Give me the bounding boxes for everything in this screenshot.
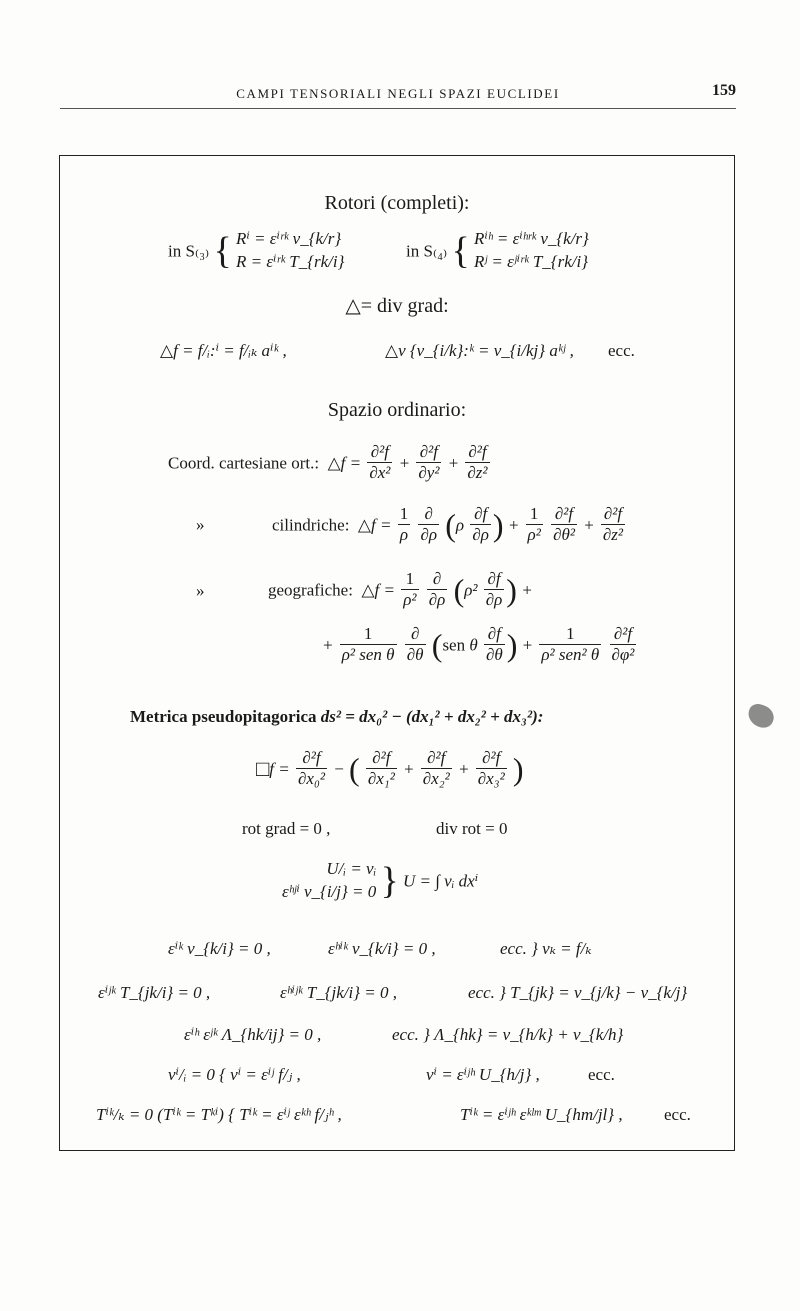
eq5-c: ecc.: [664, 1105, 691, 1124]
eq2-a: εⁱʲᵏ T_{jk/i} = 0 ,: [98, 983, 211, 1002]
eq2-b: εʰⁱʲᵏ T_{jk/i} = 0 ,: [280, 983, 398, 1002]
eq4-b: vⁱ = εⁱʲʰ U_{h/j} ,: [426, 1065, 540, 1084]
laplace-f: △f = f/ᵢ:ⁱ = f/ᵢₖ aⁱᵏ ,: [160, 341, 287, 360]
eq1-c: ecc. } vₖ = f/ₖ: [500, 939, 592, 958]
potential-line1: U/ᵢ = vᵢ: [326, 859, 377, 878]
brace-icon: {: [213, 229, 232, 272]
dalembert-formula: □f = $\frac{\text{∂²f}}{\text{∂x₀²}}$ − ( $\frac{\text{∂²f}}{\text{∂x₁²}}$ + $\frac{\text{∂²f}}{\text{∂x₂²}}$ + $\frac{\text{∂²f}}{\text{∂x₃²}}$ ): [256, 748, 524, 789]
cartesian-formula: Coord. cartesiane ort.: △f = $\frac{\text{∂²f}}{\text{∂x²}}$ + $\frac{\text{∂²f}}{\text{∂y²}}$ + $\frac{\text{∂²f}}{\text{∂z²}}$: [168, 442, 488, 483]
potential-result: U = ∫ vᵢ dxⁱ: [403, 871, 479, 891]
potential-block: [282, 858, 478, 904]
geographic-formula-1: geografiche: △f = $\frac{1}{\text{ρ²}}$ $\frac{\partial}{\partial\rho}$ (ρ² $\frac{\partial f}{\partial\rho}$ ) +: [268, 569, 533, 610]
eq2-c: ecc. } T_{jk} = v_{j/k} − v_{k/j}: [468, 983, 688, 1002]
eq4-a: vⁱ/ᵢ = 0 { vⁱ = εⁱʲ f/ⱼ ,: [168, 1065, 301, 1084]
rotori-s3-block: [168, 228, 344, 274]
rotori-s4-block: [406, 228, 589, 274]
rotori-s4-line2: Rʲ = εʲⁱʳᵏ T_{rk/i}: [473, 251, 589, 271]
spazio-title: Spazio ordinario:: [327, 399, 467, 421]
laplace-ecc: ecc.: [608, 341, 635, 360]
laplace-v: △v {v_{i/k}:ᵏ = v_{i/kj} aᵏʲ ,: [385, 341, 574, 360]
eq4-c: ecc.: [588, 1065, 615, 1084]
rotori-s3-line1: Rⁱ = εⁱʳᵏ v_{k/r}: [235, 229, 342, 248]
rotori-s4-stack: [474, 228, 589, 274]
brace-icon: {: [451, 229, 470, 272]
geo-mark: »: [196, 581, 205, 600]
rotori-s3-label: in S₍₃₎: [168, 241, 210, 261]
metric-label: Metrica pseudopitagorica: [130, 707, 317, 726]
rotori-s3-line2: R = εⁱʳᵏ T_{rk/i}: [235, 251, 345, 271]
page-number: 159: [712, 82, 736, 99]
rotori-s3-stack: [236, 228, 344, 274]
eq1-a: εⁱᵏ v_{k/i} = 0 ,: [168, 939, 271, 958]
cyl-mark: »: [196, 515, 205, 534]
geographic-formula-2: + $\frac{1}{\text{ρ² sen θ}}$ $\frac{\partial}{\partial\theta}$ (sen θ $\frac{\partial f}{\partial\theta}$ ) + $\frac{1}{\text{ρ² sen² θ}}$ $\frac{\text{∂²f}}{\text{∂φ²}}$: [322, 624, 635, 665]
div-rot: div rot = 0: [436, 819, 508, 838]
brace-close-icon: }: [380, 859, 399, 902]
metric-line: [130, 708, 543, 725]
rotori-s4-label: in S₍₄₎: [406, 241, 448, 261]
running-title: CAMPI TENSORIALI NEGLI SPAZI EUCLIDEI: [236, 86, 560, 101]
eq3-b: ecc. } Λ_{hk} = v_{h/k} + v_{k/h}: [392, 1025, 624, 1044]
cylindrical-formula: cilindriche: △f = $\frac{1}{\rho}$ $\frac{\partial}{\partial\rho}$ (ρ $\frac{\partial f}{\partial\rho}$ ) + $\frac{1}{\text{ρ²}}$ $\frac{\text{∂²f}}{\text{∂θ²}}$ + $\frac{\text{∂²f}}{\text{∂z²}}$: [272, 504, 624, 545]
geo-label: geografiche:: [268, 580, 353, 600]
metric-formula: ds² = dx₀² − (dx₁² + dx₂² + dx₃²):: [320, 707, 544, 726]
page-header: [60, 82, 736, 109]
eq3-a: εⁱʰ εʲᵏ Λ_{hk/ij} = 0 ,: [184, 1025, 322, 1044]
eq5-a: Tⁱᵏ/ₖ = 0 (Tⁱᵏ = Tᵏⁱ) { Tⁱᵏ = εⁱʲ εᵏʰ f/ⱼʰ ,: [96, 1105, 342, 1124]
cyl-label: cilindriche:: [272, 515, 350, 535]
eq5-b: Tⁱᵏ = εⁱʲʰ εᵏˡᵐ U_{hm/jl} ,: [460, 1105, 623, 1124]
potential-line2: εʰʲⁱ v_{i/j} = 0: [282, 881, 377, 901]
cartesian-label: Coord. cartesiane ort.:: [168, 453, 320, 473]
rotori-title: Rotori (completi):: [324, 192, 470, 214]
rotori-s4-line1: Rⁱʰ = εⁱʰʳᵏ v_{k/r}: [473, 229, 589, 248]
laplace-title: △= div grad:: [345, 295, 449, 317]
rot-grad: rot grad = 0 ,: [242, 819, 331, 838]
formula-box: [59, 155, 735, 1151]
ink-blot-icon: [745, 702, 777, 731]
eq1-b: εʰⁱᵏ v_{k/i} = 0 ,: [328, 939, 436, 958]
